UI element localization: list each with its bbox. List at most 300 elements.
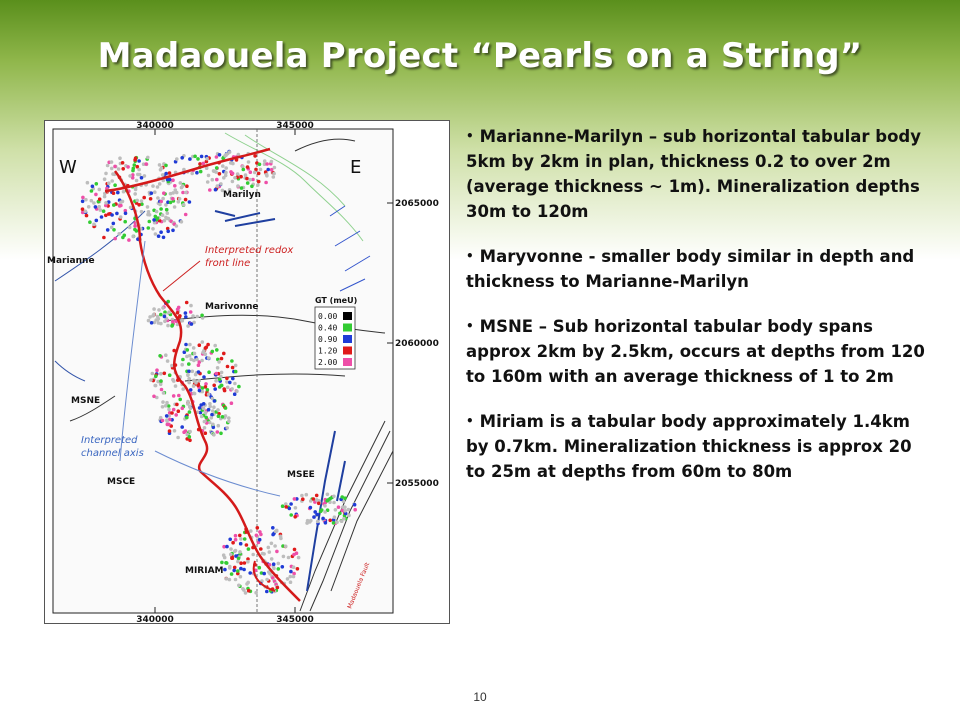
drillhole-point	[133, 192, 137, 196]
drillhole-point	[342, 517, 346, 521]
drillhole-point	[247, 589, 251, 593]
drillhole-point	[159, 230, 163, 234]
drillhole-point	[257, 180, 261, 184]
drillhole-point	[102, 236, 106, 240]
drillhole-point	[193, 352, 197, 356]
drillhole-point	[215, 348, 219, 352]
drillhole-point	[147, 226, 151, 230]
drillhole-point	[168, 429, 172, 433]
drillhole-point	[257, 172, 261, 176]
drillhole-point	[165, 401, 169, 405]
drillhole-point	[223, 556, 227, 560]
drillhole-point	[231, 172, 235, 176]
drillhole-point	[156, 216, 160, 220]
drillhole-point	[231, 377, 235, 381]
drillhole-point	[246, 165, 250, 169]
drillhole-point	[213, 387, 217, 391]
drillhole-point	[152, 218, 156, 222]
drillhole-point	[220, 371, 224, 375]
drillhole-point	[117, 167, 121, 171]
x-tick-label: 340000	[136, 615, 174, 623]
drillhole-point	[170, 411, 174, 415]
drillhole-point	[187, 362, 191, 366]
drillhole-point	[292, 572, 296, 576]
drillhole-point	[272, 562, 276, 566]
drillhole-point	[223, 389, 227, 393]
drillhole-point	[308, 520, 312, 524]
drillhole-point	[163, 320, 167, 324]
drillhole-point	[204, 416, 208, 420]
drillhole-point	[156, 185, 160, 189]
drillhole-point	[265, 578, 269, 582]
drillhole-point	[185, 301, 189, 305]
drillhole-point	[198, 389, 202, 393]
bullet-text: Maryvonne - smaller body similar in depth and thickness to Marianne-Marilyn	[466, 247, 915, 291]
drillhole-point	[228, 578, 232, 582]
drillhole-point	[289, 575, 293, 579]
drillhole-point	[231, 162, 235, 166]
drillhole-point	[163, 372, 167, 376]
drillhole-point	[256, 183, 260, 187]
drillhole-point	[284, 545, 288, 549]
deposit-label-marianne: Marianne	[47, 256, 95, 266]
drillhole-point	[219, 375, 223, 379]
drillhole-point	[157, 321, 161, 325]
drillhole-point	[186, 324, 190, 328]
drillhole-point	[270, 160, 274, 164]
drillhole-point	[323, 510, 327, 514]
drillhole-point	[173, 429, 177, 433]
drillhole-point	[189, 310, 193, 314]
drillhole-point	[230, 359, 234, 363]
drillhole-point	[230, 572, 234, 576]
drillhole-point	[233, 382, 237, 386]
drillhole-point	[184, 311, 188, 315]
drillhole-point	[198, 379, 202, 383]
drillhole-point	[148, 220, 152, 224]
drillhole-point	[279, 535, 283, 539]
drillhole-point	[343, 496, 347, 500]
drillhole-point	[313, 510, 317, 514]
drillhole-point	[154, 374, 158, 378]
drillhole-point	[261, 552, 265, 556]
drillhole-point	[184, 191, 188, 195]
drillhole-point	[155, 210, 159, 214]
drillhole-point	[133, 228, 137, 232]
y-tick-label: 2055000	[395, 479, 439, 489]
drillhole-point	[166, 423, 170, 427]
drillhole-point	[189, 304, 193, 308]
drillhole-point	[132, 167, 136, 171]
page-number: 10	[473, 690, 487, 704]
drillhole-point	[214, 170, 218, 174]
drillhole-point	[211, 350, 215, 354]
drillhole-point	[292, 553, 296, 557]
drillhole-point	[284, 505, 288, 509]
drillhole-point	[255, 534, 259, 538]
drillhole-point	[102, 209, 106, 213]
drillhole-point	[180, 425, 184, 429]
drillhole-point	[212, 405, 216, 409]
drillhole-point	[210, 416, 214, 420]
drillhole-point	[239, 561, 243, 565]
drillhole-point	[181, 358, 185, 362]
drillhole-point	[161, 306, 165, 310]
drillhole-point	[152, 395, 156, 399]
drillhole-point	[225, 426, 229, 430]
drillhole-point	[224, 174, 228, 178]
drillhole-point	[188, 410, 192, 414]
drillhole-point	[321, 517, 325, 521]
drillhole-point	[263, 159, 267, 163]
drillhole-point	[245, 177, 249, 181]
drillhole-point	[204, 352, 208, 356]
drillhole-point	[203, 426, 207, 430]
deposit-label-msne: MSNE	[71, 396, 101, 406]
drillhole-point	[198, 162, 202, 166]
drillhole-point	[87, 205, 91, 209]
gt-legend	[315, 296, 357, 369]
drillhole-point	[206, 343, 210, 347]
drillhole-point	[225, 577, 229, 581]
drillhole-point	[164, 404, 168, 408]
drillhole-point	[172, 408, 176, 412]
drillhole-point	[158, 182, 162, 186]
drillhole-point	[180, 220, 184, 224]
drillhole-point	[332, 501, 336, 505]
drillhole-point	[176, 311, 180, 315]
drillhole-point	[192, 384, 196, 388]
drillhole-point	[92, 223, 96, 227]
drillhole-point	[191, 370, 195, 374]
drillhole-point	[301, 497, 305, 501]
drillhole-point	[281, 504, 285, 508]
drillhole-point	[81, 196, 85, 200]
drillhole-point	[161, 173, 165, 177]
drillhole-point	[231, 556, 235, 560]
drillhole-point	[228, 150, 232, 154]
drillhole-point	[224, 153, 228, 157]
drillhole-point	[188, 157, 192, 161]
drillhole-point	[186, 373, 190, 377]
drillhole-point	[217, 414, 221, 418]
drillhole-point	[149, 197, 153, 201]
y-tick-label: 2060000	[395, 339, 439, 349]
drillhole-point	[334, 508, 338, 512]
drillhole-point	[173, 184, 177, 188]
drillhole-point	[272, 172, 276, 176]
drillhole-point	[249, 529, 253, 533]
drillhole-point	[230, 387, 234, 391]
drillhole-point	[165, 419, 169, 423]
legend-swatch	[343, 358, 352, 366]
drillhole-point	[177, 200, 181, 204]
deposit-map	[44, 120, 450, 624]
annotation-redox: front line	[205, 258, 251, 269]
drillhole-point	[207, 174, 211, 178]
drillhole-point	[170, 324, 174, 328]
drillhole-point	[197, 363, 201, 367]
drillhole-point	[172, 394, 176, 398]
drillhole-point	[236, 172, 240, 176]
drillhole-point	[238, 534, 242, 538]
drillhole-point	[86, 181, 90, 185]
drillhole-point	[151, 227, 155, 231]
drillhole-point	[259, 547, 263, 551]
deposit-label-msee: MSEE	[287, 470, 315, 480]
drillhole-point	[152, 313, 156, 317]
drillhole-point	[128, 226, 132, 230]
drillhole-point	[207, 370, 211, 374]
drillhole-point	[232, 569, 236, 573]
drillhole-point	[212, 433, 216, 437]
drillhole-point	[188, 430, 192, 434]
drillhole-point	[214, 188, 218, 192]
drillhole-point	[243, 537, 247, 541]
drillhole-point	[199, 170, 203, 174]
drillhole-point	[343, 505, 347, 509]
drillhole-point	[312, 497, 316, 501]
drillhole-point	[265, 173, 269, 177]
drillhole-point	[113, 183, 117, 187]
drillhole-point	[353, 508, 357, 512]
drillhole-point	[242, 168, 246, 172]
drillhole-point	[91, 185, 95, 189]
legend-label: 2.00	[318, 358, 338, 367]
drillhole-point	[202, 407, 206, 411]
drillhole-point	[222, 352, 226, 356]
drillhole-point	[271, 526, 275, 530]
drillhole-point	[265, 162, 269, 166]
drillhole-point	[207, 356, 211, 360]
drillhole-point	[275, 550, 279, 554]
drillhole-point	[211, 409, 215, 413]
drillhole-point	[248, 178, 252, 182]
drillhole-point	[215, 166, 219, 170]
drillhole-point	[293, 515, 297, 519]
drillhole-point	[157, 317, 161, 321]
legend-swatch	[343, 347, 352, 355]
drillhole-point	[112, 203, 116, 207]
drillhole-point	[154, 232, 158, 236]
bullet-item	[466, 409, 926, 484]
drillhole-point	[180, 156, 184, 160]
drillhole-point	[166, 211, 170, 215]
legend-label: 0.40	[318, 323, 338, 333]
drillhole-point	[208, 405, 212, 409]
drillhole-point	[156, 196, 160, 200]
drillhole-point	[248, 571, 252, 575]
drillhole-point	[230, 401, 234, 405]
drillhole-point	[200, 359, 204, 363]
drillhole-point	[245, 543, 249, 547]
drillhole-point	[177, 394, 181, 398]
drillhole-point	[216, 366, 220, 370]
bullet-list	[466, 124, 926, 504]
drillhole-point	[169, 192, 173, 196]
drillhole-point	[163, 219, 167, 223]
drillhole-point	[106, 164, 110, 168]
drillhole-point	[202, 162, 206, 166]
compass-east: E	[350, 157, 362, 178]
x-tick-label: 345000	[276, 615, 314, 623]
drillhole-point	[181, 407, 185, 411]
drillhole-point	[234, 534, 238, 538]
drillhole-point	[168, 373, 172, 377]
drillhole-point	[177, 409, 181, 413]
drillhole-point	[275, 529, 279, 533]
drillhole-point	[159, 379, 163, 383]
drillhole-point	[201, 340, 205, 344]
drillhole-point	[129, 206, 133, 210]
drillhole-point	[112, 191, 116, 195]
drillhole-point	[273, 166, 277, 170]
drillhole-point	[159, 313, 163, 317]
drillhole-point	[184, 213, 188, 217]
drillhole-point	[272, 567, 276, 571]
drillhole-point	[223, 568, 227, 572]
x-tick-label: 340000	[136, 121, 174, 131]
drillhole-point	[110, 160, 114, 164]
drillhole-point	[157, 234, 161, 238]
drillhole-point	[224, 561, 228, 565]
drillhole-point	[119, 200, 123, 204]
drillhole-point	[204, 346, 208, 350]
drillhole-point	[98, 188, 102, 192]
drillhole-point	[239, 175, 243, 179]
drillhole-point	[151, 372, 155, 376]
drillhole-point	[165, 208, 169, 212]
drillhole-point	[131, 235, 135, 239]
drillhole-point	[218, 172, 222, 176]
drillhole-point	[171, 378, 175, 382]
drillhole-point	[147, 210, 151, 214]
drillhole-point	[326, 498, 330, 502]
drillhole-point	[188, 435, 192, 439]
drillhole-point	[270, 557, 274, 561]
drillhole-point	[162, 391, 166, 395]
drillhole-point	[154, 384, 158, 388]
drillhole-point	[236, 569, 240, 573]
drillhole-point	[100, 215, 104, 219]
drillhole-point	[161, 400, 165, 404]
drillhole-point	[289, 580, 293, 584]
annotation-fault: Madaouela Fault	[346, 561, 372, 610]
drillhole-point	[220, 357, 224, 361]
drillhole-point	[162, 191, 166, 195]
drillhole-point	[161, 213, 165, 217]
drillhole-point	[234, 578, 238, 582]
drillhole-point	[250, 185, 254, 189]
drillhole-point	[192, 346, 196, 350]
drillhole-point	[207, 392, 211, 396]
drillhole-point	[198, 406, 202, 410]
drillhole-point	[206, 180, 210, 184]
drillhole-point	[175, 403, 179, 407]
drillhole-point	[262, 572, 266, 576]
drillhole-point	[276, 586, 280, 590]
drillhole-point	[115, 212, 119, 216]
drillhole-point	[181, 387, 185, 391]
legend-label: 0.00	[318, 312, 338, 321]
drillhole-point	[122, 190, 126, 194]
drillhole-point	[214, 379, 218, 383]
drillhole-point	[137, 159, 141, 163]
legend-label: 1.20	[318, 346, 338, 356]
drillhole-point	[158, 354, 162, 358]
drillhole-point	[259, 168, 263, 172]
drillhole-point	[197, 370, 201, 374]
drillhole-point	[249, 170, 253, 174]
drillhole-point	[175, 224, 179, 228]
drillhole-point	[221, 415, 225, 419]
drillhole-point	[164, 353, 168, 357]
drillhole-point	[166, 324, 170, 328]
drillhole-point	[236, 560, 240, 564]
drillhole-point	[239, 567, 243, 571]
drillhole-point	[213, 399, 217, 403]
drillhole-point	[168, 171, 172, 175]
drillhole-point	[212, 384, 216, 388]
drillhole-point	[217, 360, 221, 364]
drillhole-point	[228, 381, 232, 385]
drillhole-point	[287, 556, 291, 560]
drillhole-point	[208, 188, 212, 192]
drillhole-point	[171, 229, 175, 233]
drillhole-point	[161, 405, 165, 409]
drillhole-point	[268, 550, 272, 554]
drillhole-point	[126, 165, 130, 169]
drillhole-point	[94, 193, 98, 197]
drillhole-point	[277, 567, 281, 571]
drillhole-point	[146, 205, 150, 209]
drillhole-point	[309, 506, 313, 510]
drillhole-point	[267, 546, 271, 550]
drillhole-point	[324, 521, 328, 525]
drillhole-point	[243, 561, 247, 565]
drillhole-point	[204, 411, 208, 415]
drillhole-point	[90, 189, 94, 193]
drillhole-point	[215, 372, 219, 376]
drillhole-point	[264, 181, 268, 185]
drillhole-point	[174, 188, 178, 192]
drillhole-point	[231, 366, 235, 370]
drillhole-point	[189, 358, 193, 362]
drillhole-point	[229, 553, 233, 557]
drillhole-point	[190, 322, 194, 326]
drillhole-point	[259, 533, 263, 537]
drillhole-point	[210, 413, 214, 417]
drillhole-point	[332, 521, 336, 525]
drillhole-point	[171, 197, 175, 201]
drillhole-point	[239, 537, 243, 541]
drillhole-point	[118, 156, 122, 160]
drillhole-point	[186, 400, 190, 404]
drillhole-point	[292, 565, 296, 569]
drillhole-point	[104, 214, 108, 218]
drillhole-point	[167, 310, 171, 314]
drillhole-point	[337, 505, 341, 509]
drillhole-point	[189, 388, 193, 392]
drillhole-point	[142, 196, 146, 200]
deposit-label-msce: MSCE	[107, 477, 136, 487]
drillhole-point	[208, 421, 212, 425]
drillhole-point	[200, 314, 204, 318]
drillhole-point	[316, 520, 320, 524]
drillhole-point	[312, 515, 316, 519]
map-frame	[53, 129, 393, 613]
drillhole-point	[219, 432, 223, 436]
